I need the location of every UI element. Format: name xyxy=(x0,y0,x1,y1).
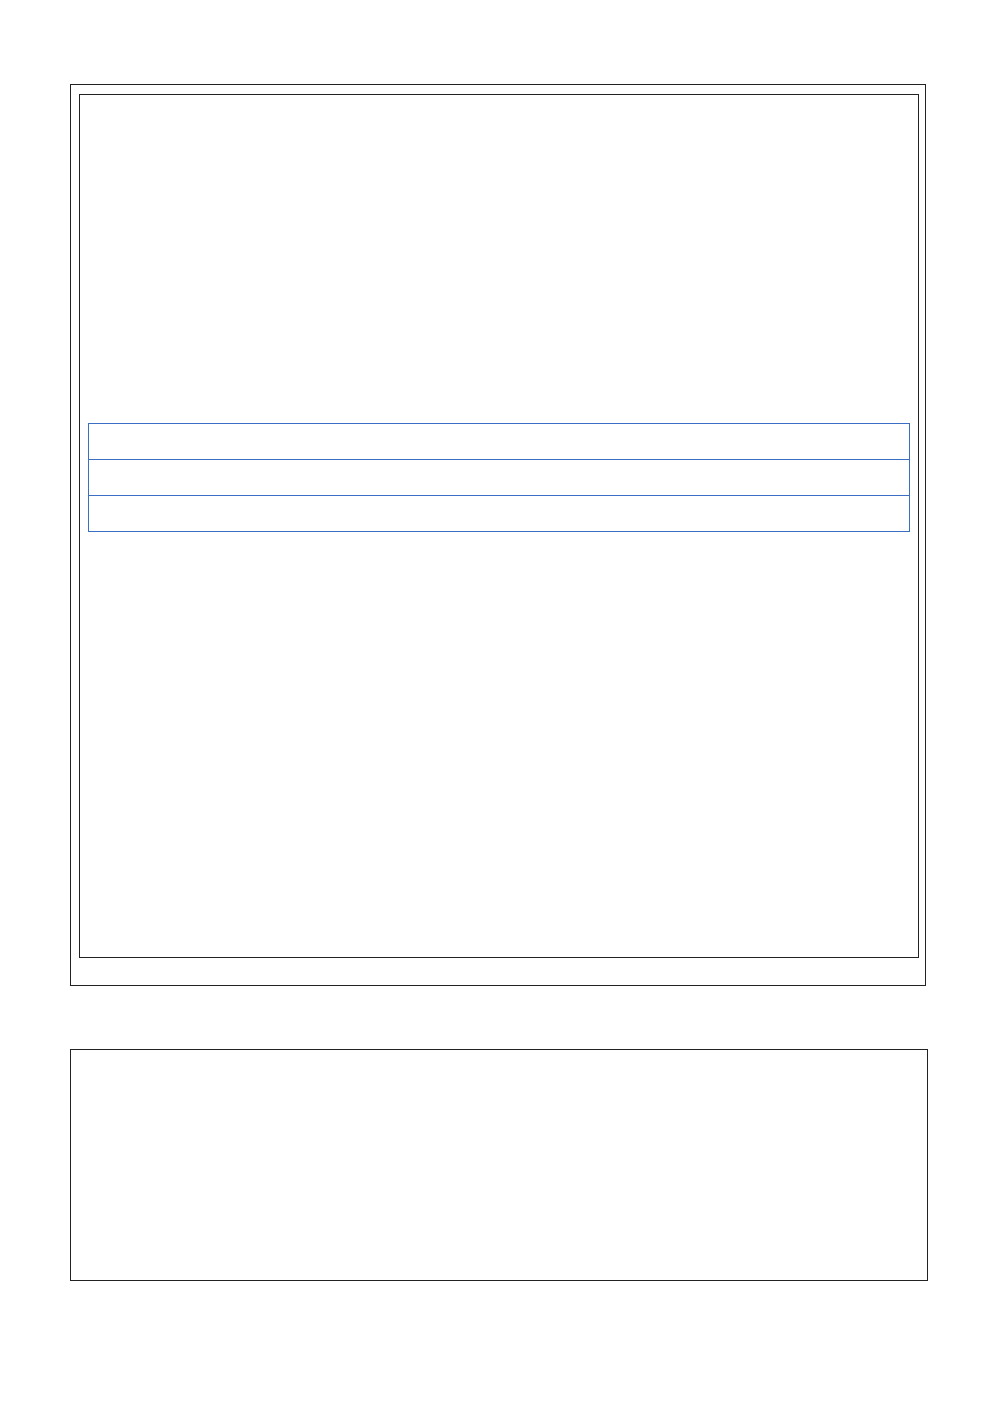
tragedia-box xyxy=(88,496,910,532)
prefazione-box xyxy=(88,423,910,460)
malavoglia-sections xyxy=(88,423,910,532)
contesto-box xyxy=(70,1049,928,1281)
famiglia-box xyxy=(88,460,910,496)
